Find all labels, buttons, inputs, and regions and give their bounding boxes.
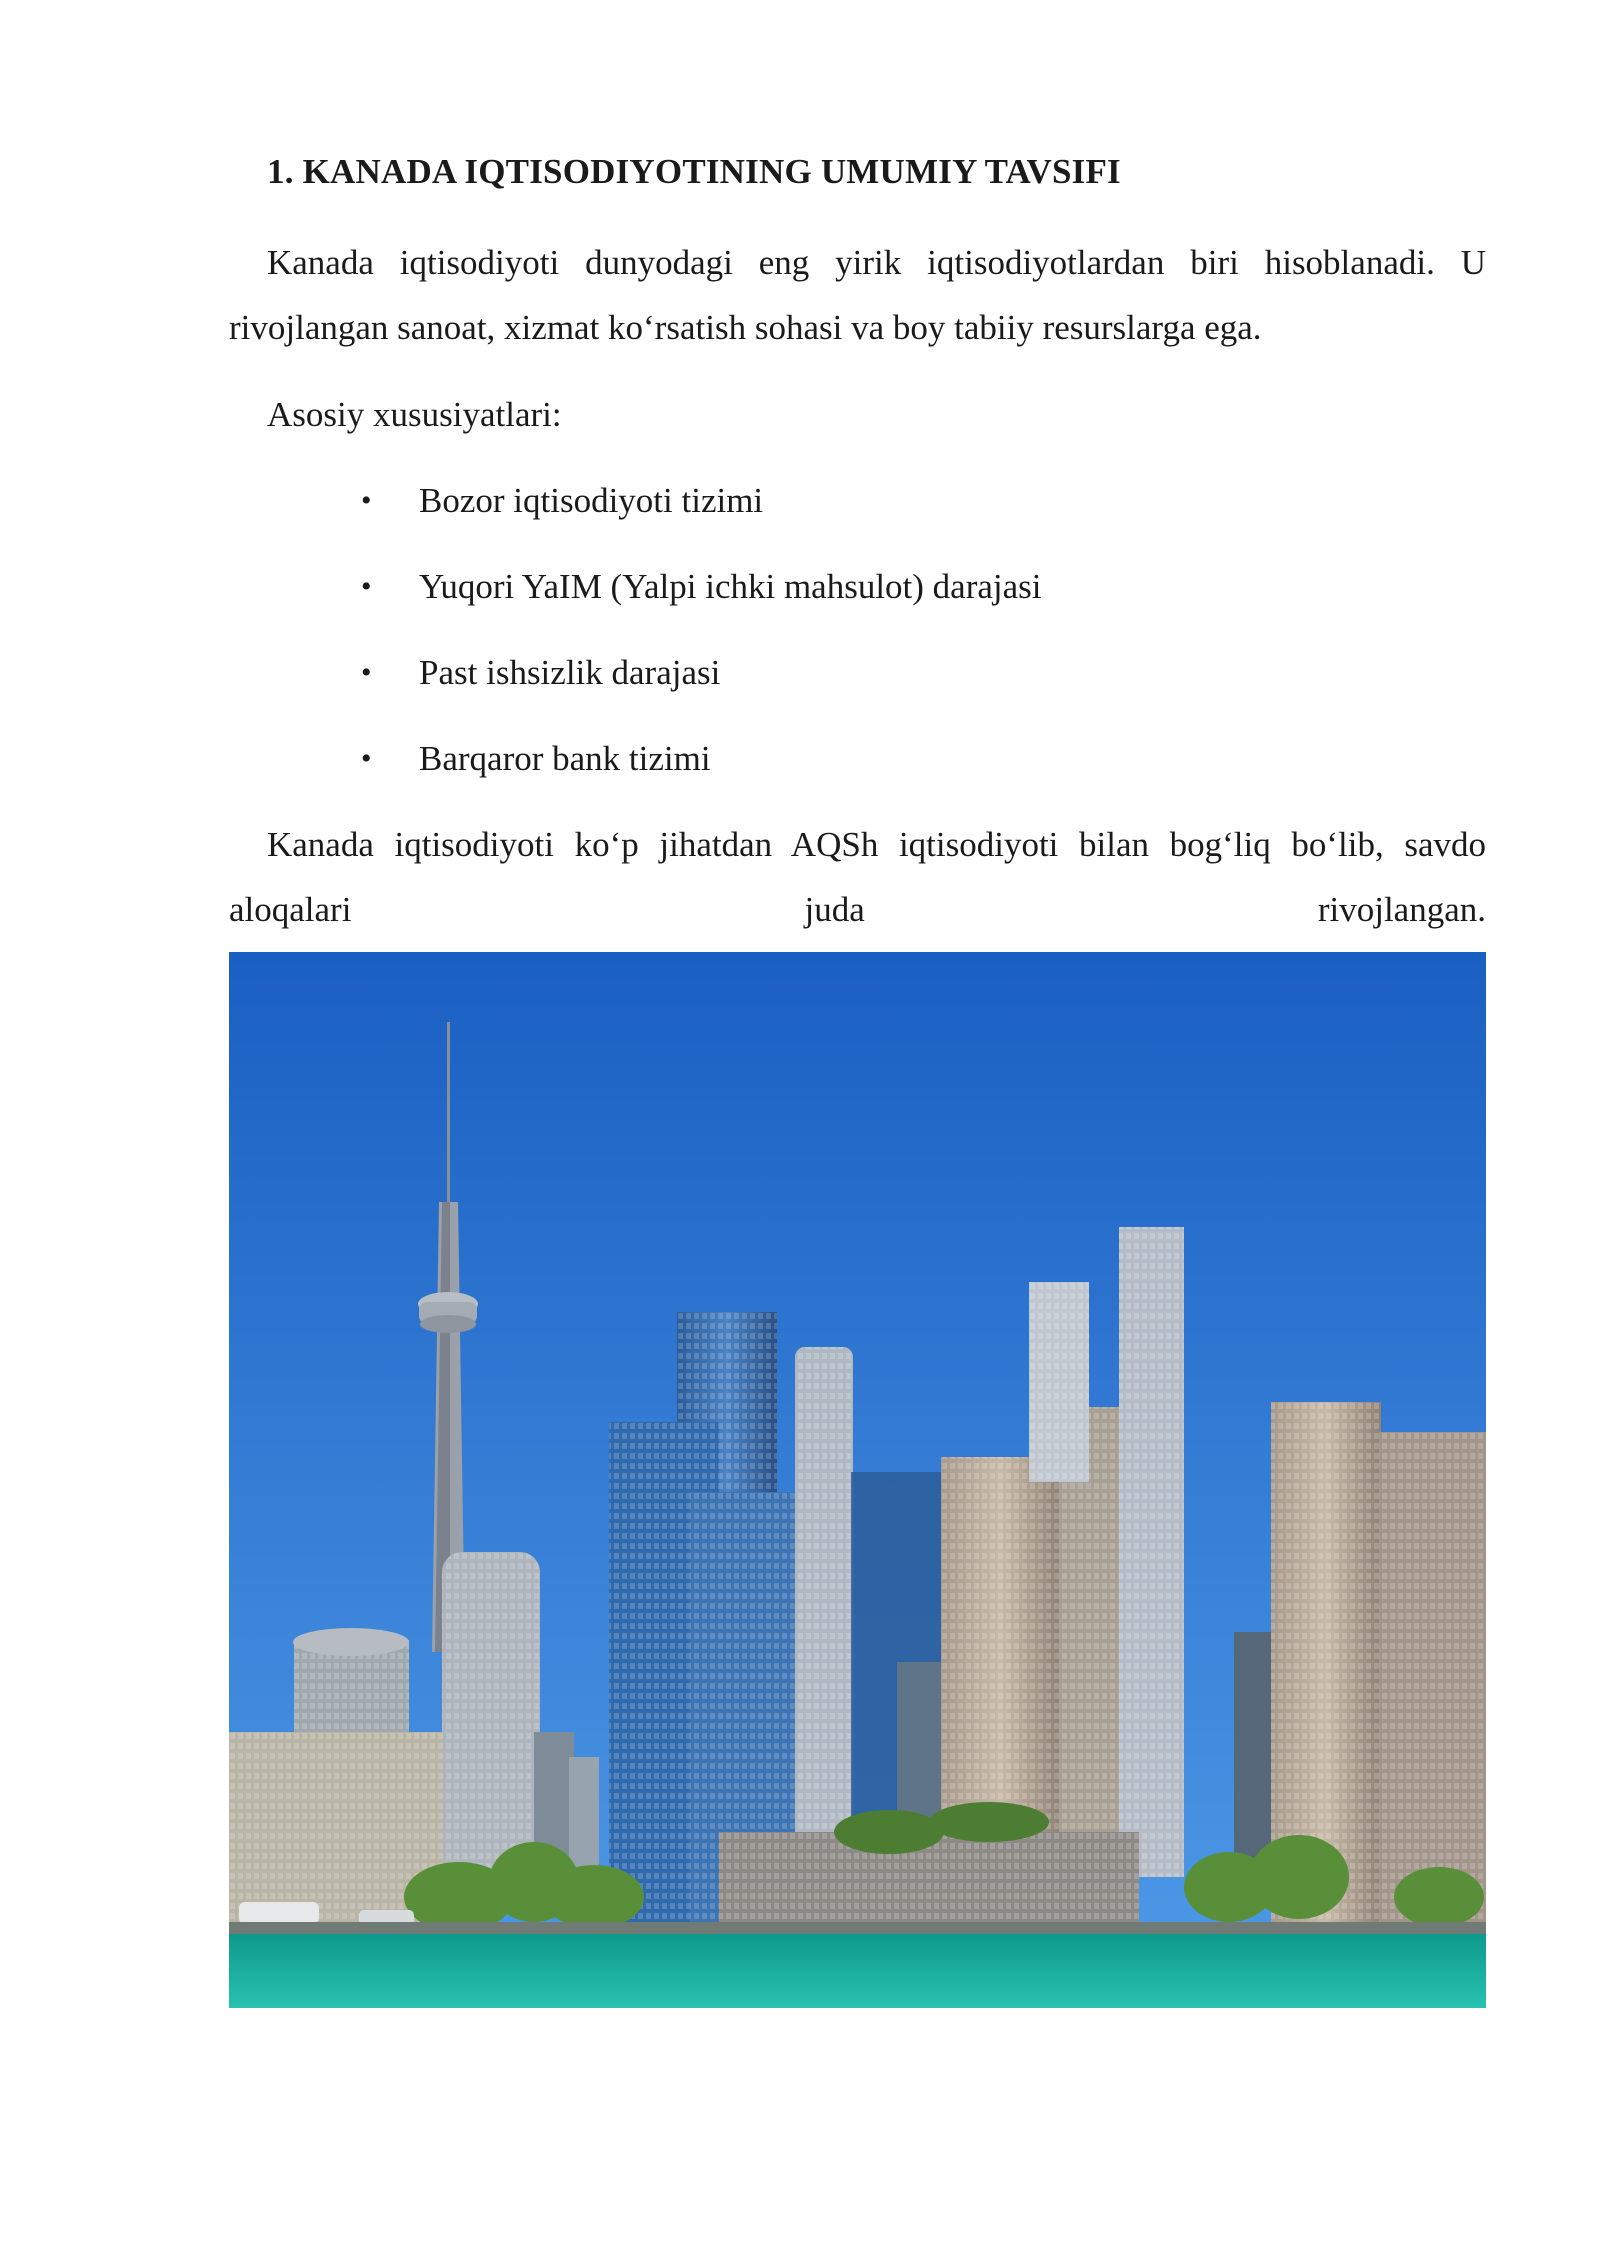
intro-paragraph: Kanada iqtisodiyoti dunyodagi eng yirik iqtisodiyotlardan biri hisoblanadi. U rivojlangan sanoat, xizmat ko‘rsatish sohasi va boy tabiiy resurslarga ega.	[229, 243, 1486, 347]
list-item-text: Yuqori YaIM (Yalpi ichki mahsulot) darajasi	[419, 567, 1042, 606]
section-heading: 1. KANADA IQTISODIYOTINING UMUMIY TAVSIFI	[267, 152, 1121, 191]
boat	[239, 1902, 319, 1924]
list-item-text: Past ishsizlik darajasi	[419, 653, 721, 692]
trade-paragraph: Kanada iqtisodiyoti ko‘p jihatdan AQSh iqtisodiyoti bilan bog‘liq bo‘lib, savdo aloqalari juda rivojlangan.	[229, 825, 1486, 929]
bullet-icon: •	[361, 742, 372, 775]
bullet-icon: •	[361, 484, 372, 517]
lake-water	[229, 1934, 1486, 2008]
bullet-icon: •	[361, 656, 372, 689]
skyline-image	[229, 952, 1486, 2008]
list-item-text: Barqaror bank tizimi	[419, 739, 711, 778]
toronto-skyline-photo	[229, 952, 1486, 2008]
list-item-text: Bozor iqtisodiyoti tizimi	[419, 481, 764, 520]
building	[1234, 1632, 1274, 1862]
bullet-icon: •	[361, 570, 372, 603]
features-label: Asosiy xususiyatlari:	[267, 395, 562, 434]
